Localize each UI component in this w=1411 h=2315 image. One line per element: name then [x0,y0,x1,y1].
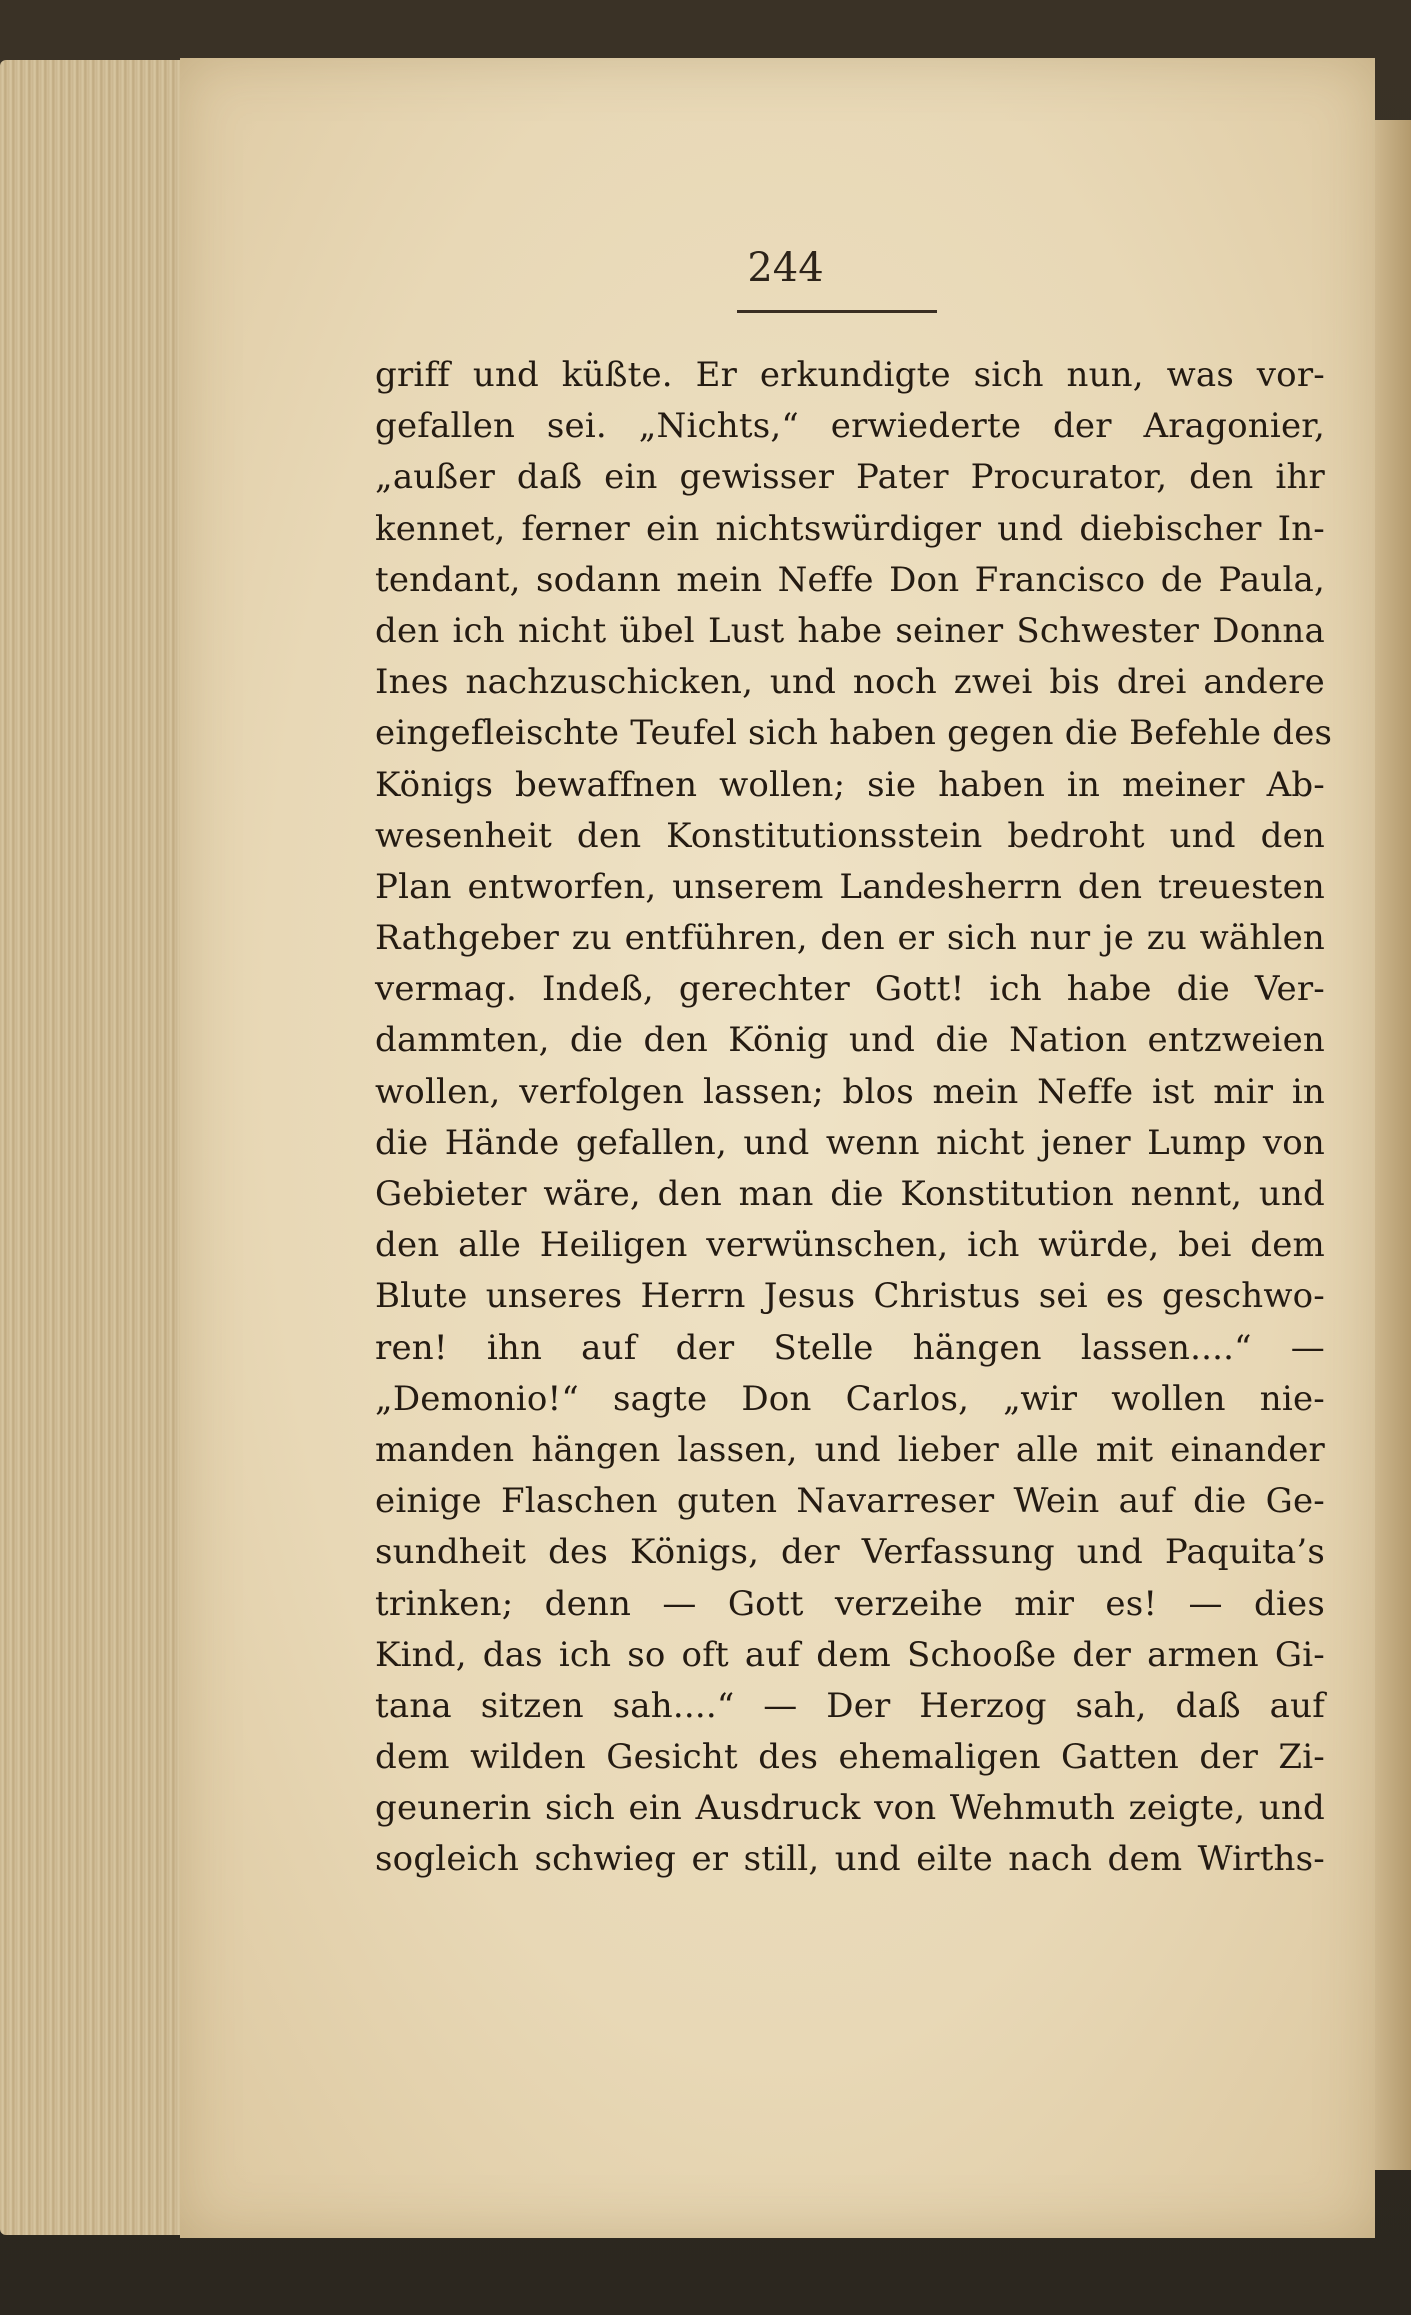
right-page-edge [1375,120,1411,2170]
page-number [0,245,1411,291]
text-line: dammten, die den König und die Nation entzweien [375,1020,1325,1061]
text-line: geunerin sich ein Ausdruck von Wehmuth zeigte, und [375,1788,1325,1829]
text-line: einige Flaschen guten Navarreser Wein auf die Ge- [375,1481,1325,1522]
page-number-text: 244 [747,245,824,291]
text-line: gefallen sei. „Nichts,“ erwiederte der Aragonier, [375,406,1325,447]
text-line: Königs bewaffnen wollen; sie haben in meiner Ab- [375,764,1325,805]
text-line: die Hände gefallen, und wenn nicht jener Lump von [375,1122,1325,1163]
text-line: tana sitzen sah....“ — Der Herzog sah, daß auf [375,1685,1325,1726]
text-line: Kind, das ich so oft auf dem Schooße der armen Gi- [375,1634,1325,1675]
text-line: wesenheit den Konstitutionsstein bedroht und den [375,815,1325,856]
text-line: vermag. Indeß, gerechter Gott! ich habe die Ver- [375,969,1325,1010]
text-line: „Demonio!“ sagte Don Carlos, „wir wollen nie- [375,1378,1325,1419]
text-line: manden hängen lassen, und lieber alle mit einander [375,1429,1325,1470]
text-line: dem wilden Gesicht des ehemaligen Gatten der Zi- [375,1737,1325,1778]
text-line: Blute unseres Herrn Jesus Christus sei es geschwo- [375,1276,1325,1317]
text-line: „außer daß ein gewisser Pater Procurator, den ihr [375,457,1325,498]
text-line: trinken; denn — Gott verzeihe mir es! — dies [375,1583,1325,1624]
header-rule [737,310,937,313]
text-line: eingefleischte Teufel sich haben gegen die Befehle des [375,713,1333,754]
text-line: ren! ihn auf der Stelle hängen lassen....“ — [375,1327,1325,1368]
text-line: wollen, verfolgen lassen; blos mein Neffe ist mir in [375,1071,1325,1112]
text-line: tendant, sodann mein Neffe Don Francisco de Paula, [375,559,1325,600]
text-line: den alle Heiligen verwünschen, ich würde, bei dem [375,1225,1325,1266]
page-stack-edge [0,60,180,2235]
text-line: Ines nachzuschicken, und noch zwei bis drei andere [375,662,1325,703]
text-line: Gebieter wäre, den man die Konstitution nennt, und [375,1174,1325,1214]
text-line: Plan entworfen, unserem Landesherrn den treuesten [375,866,1325,907]
body-text [375,350,1333,1886]
text-line: sogleich schwieg er still, und eilte nach dem Wirths- [375,1839,1325,1880]
text-line: kennet, ferner ein nichtswürdiger und diebischer In- [375,508,1325,549]
text-line: sundheit des Königs, der Verfassung und Paquita’s [375,1532,1325,1573]
text-line: Rathgeber zu entführen, den er sich nur je zu wählen [375,918,1325,959]
text-line: den ich nicht übel Lust habe seiner Schwester Donna [375,610,1325,651]
text-line: griff und küßte. Er erkundigte sich nun, was vor- [375,355,1325,395]
